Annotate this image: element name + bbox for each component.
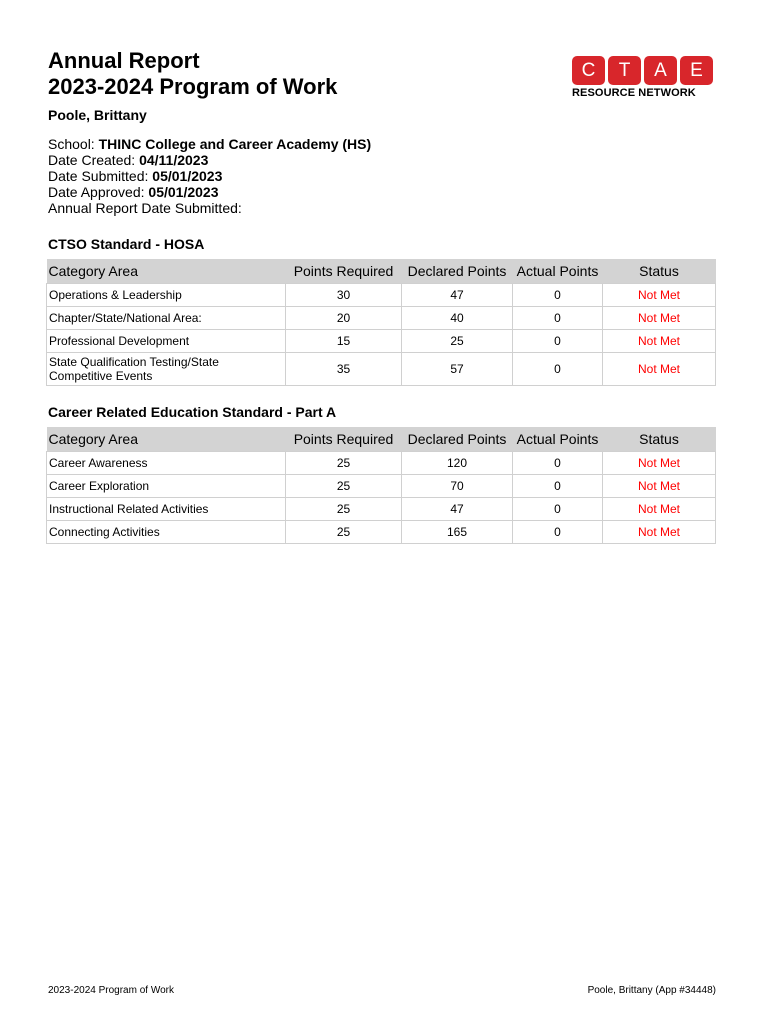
school-label: School: bbox=[48, 136, 99, 152]
report-info bbox=[48, 136, 371, 216]
col-points-required: Points Required bbox=[286, 427, 402, 452]
status-cell: Not Met bbox=[603, 353, 716, 386]
col-status: Status bbox=[603, 259, 716, 284]
actual-cell: 0 bbox=[513, 307, 603, 330]
col-declared-points: Declared Points bbox=[402, 259, 513, 284]
actual-cell: 0 bbox=[513, 452, 603, 475]
declared-cell: 165 bbox=[402, 521, 513, 544]
status-cell: Not Met bbox=[603, 498, 716, 521]
required-cell: 25 bbox=[286, 498, 402, 521]
status-cell: Not Met bbox=[603, 475, 716, 498]
col-declared-points: Declared Points bbox=[402, 427, 513, 452]
category-cell: State Qualification Testing/State Competitive Events bbox=[47, 353, 286, 386]
category-cell: Career Awareness bbox=[47, 452, 286, 475]
declared-cell: 70 bbox=[402, 475, 513, 498]
actual-cell: 0 bbox=[513, 521, 603, 544]
category-cell: Career Exploration bbox=[47, 475, 286, 498]
date-approved-label: Date Approved: bbox=[48, 184, 149, 200]
col-category-area: Category Area bbox=[47, 259, 286, 284]
actual-cell: 0 bbox=[513, 353, 603, 386]
title-line-2: 2023-2024 Program of Work bbox=[48, 74, 338, 99]
status-cell: Not Met bbox=[603, 452, 716, 475]
school-value: THINC College and Career Academy (HS) bbox=[98, 136, 372, 152]
section-title-ctso: CTSO Standard - HOSA bbox=[48, 236, 205, 252]
date-submitted-value: 05/01/2023 bbox=[152, 168, 223, 184]
declared-cell: 47 bbox=[402, 284, 513, 307]
declared-cell: 120 bbox=[402, 452, 513, 475]
date-approved-value: 05/01/2023 bbox=[148, 184, 219, 200]
actual-cell: 0 bbox=[513, 498, 603, 521]
col-actual-points: Actual Points bbox=[513, 259, 603, 284]
page-title bbox=[48, 48, 337, 100]
declared-cell: 25 bbox=[402, 330, 513, 353]
required-cell: 25 bbox=[286, 452, 402, 475]
status-cell: Not Met bbox=[603, 284, 716, 307]
actual-cell: 0 bbox=[513, 330, 603, 353]
col-actual-points: Actual Points bbox=[513, 427, 603, 452]
logo-letters bbox=[572, 56, 716, 85]
logo-letter-c: C bbox=[572, 56, 605, 85]
date-created-value: 04/11/2023 bbox=[139, 152, 209, 168]
footer-right: Poole, Brittany (App #34448) bbox=[587, 985, 716, 996]
logo-letter-t: T bbox=[608, 56, 641, 85]
date-created-line bbox=[48, 152, 371, 168]
logo-letter-a: A bbox=[644, 56, 677, 85]
category-cell: Connecting Activities bbox=[47, 521, 286, 544]
table-row bbox=[47, 330, 716, 353]
person-name: Poole, Brittany bbox=[48, 107, 147, 123]
table-row bbox=[47, 498, 716, 521]
ctae-logo bbox=[572, 56, 716, 99]
table-row bbox=[47, 521, 716, 544]
declared-cell: 40 bbox=[402, 307, 513, 330]
table-row bbox=[47, 307, 716, 330]
logo-letter-e: E bbox=[680, 56, 713, 85]
table-row bbox=[47, 353, 716, 386]
col-points-required: Points Required bbox=[286, 259, 402, 284]
title-line-1: Annual Report bbox=[48, 48, 200, 73]
status-cell: Not Met bbox=[603, 307, 716, 330]
category-cell: Chapter/State/National Area: bbox=[47, 307, 286, 330]
table-header-row bbox=[47, 259, 716, 284]
school-line bbox=[48, 136, 371, 152]
date-submitted-label: Date Submitted: bbox=[48, 168, 153, 184]
date-submitted-line bbox=[48, 168, 371, 184]
career-education-table bbox=[46, 427, 716, 544]
declared-cell: 57 bbox=[402, 353, 513, 386]
actual-cell: 0 bbox=[513, 475, 603, 498]
table-row bbox=[47, 475, 716, 498]
category-cell: Operations & Leadership bbox=[47, 284, 286, 307]
actual-cell: 0 bbox=[513, 284, 603, 307]
section-title-career-education: Career Related Education Standard - Part A bbox=[48, 404, 337, 420]
required-cell: 25 bbox=[286, 521, 402, 544]
annual-report-date-line: Annual Report Date Submitted: bbox=[48, 200, 242, 216]
table-row bbox=[47, 452, 716, 475]
col-status: Status bbox=[603, 427, 716, 452]
required-cell: 15 bbox=[286, 330, 402, 353]
status-cell: Not Met bbox=[603, 521, 716, 544]
footer-left: 2023-2024 Program of Work bbox=[48, 985, 174, 996]
required-cell: 30 bbox=[286, 284, 402, 307]
required-cell: 35 bbox=[286, 353, 402, 386]
status-cell: Not Met bbox=[603, 330, 716, 353]
category-cell: Professional Development bbox=[47, 330, 286, 353]
required-cell: 20 bbox=[286, 307, 402, 330]
declared-cell: 47 bbox=[402, 498, 513, 521]
col-category-area: Category Area bbox=[47, 427, 286, 452]
logo-subtitle: RESOURCE NETWORK bbox=[572, 87, 696, 99]
date-approved-line bbox=[48, 184, 371, 200]
date-created-label: Date Created: bbox=[48, 152, 140, 168]
table-header-row bbox=[47, 427, 716, 452]
ctso-table bbox=[46, 259, 716, 386]
category-cell: Instructional Related Activities bbox=[47, 498, 286, 521]
required-cell: 25 bbox=[286, 475, 402, 498]
table-row bbox=[47, 284, 716, 307]
